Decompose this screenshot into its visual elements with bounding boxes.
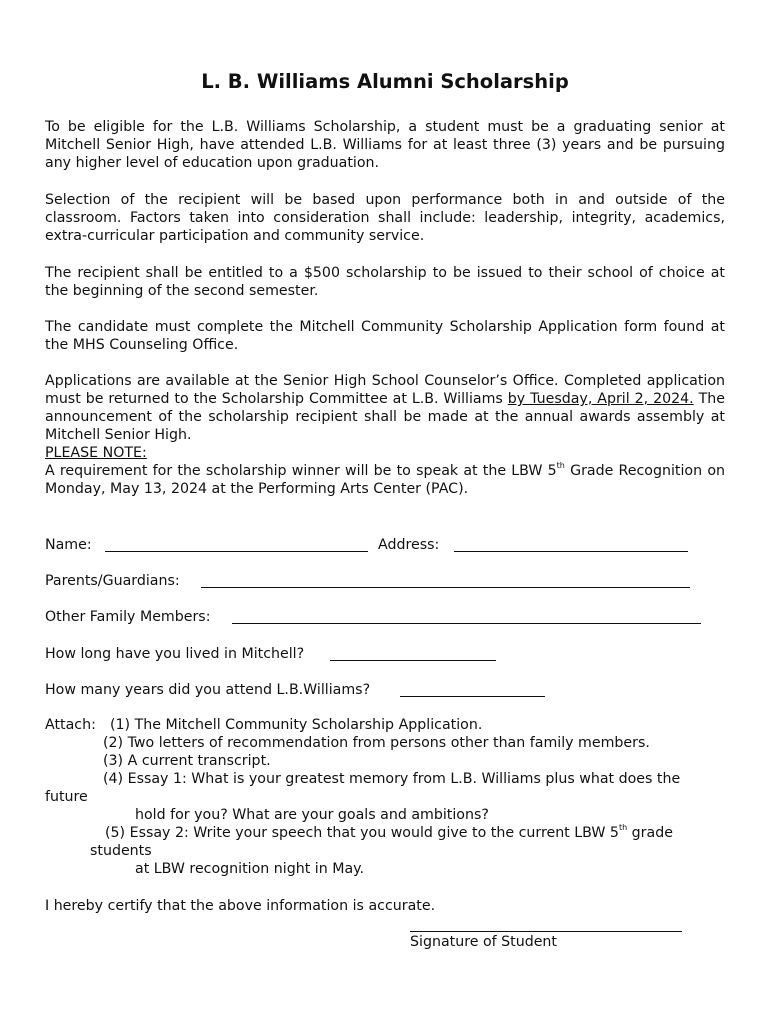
address-field[interactable] xyxy=(454,551,688,552)
award-paragraph: The recipient shall be entitled to a $500 scholarship to be issued to their school of choice at the beginning of the second semester. xyxy=(45,265,725,299)
signature-label: Signature of Student xyxy=(410,934,557,950)
attach-item-2: (2) Two letters of recommendation from persons other than family members. xyxy=(103,735,650,751)
note-text-end: Grade Recognition on Monday, May 13, 2024 at the Performing Arts Center (PAC). xyxy=(45,463,725,497)
attach-item-5-superscript: th xyxy=(618,823,628,833)
applications-text-end: The announcement of the scholarship recipient shall be made at the annual awards assembly at Mitchell Senior High. xyxy=(45,391,726,443)
applications-deadline: by Tuesday, April 2, 2024. xyxy=(507,391,694,407)
attach-lead: Attach: xyxy=(45,717,96,733)
attach-item-5-continued: at LBW recognition night in May. xyxy=(135,861,365,877)
signature-field[interactable] xyxy=(410,931,682,932)
certify-statement: I hereby certify that the above information is accurate. xyxy=(45,898,436,914)
name-label: Name: xyxy=(45,537,92,553)
lived-field[interactable] xyxy=(330,660,496,661)
parents-label: Parents/Guardians: xyxy=(45,573,180,589)
attach-item-4-wrap: future xyxy=(45,789,88,805)
eligibility-paragraph: To be eligible for the L.B. Williams Scholarship, a student must be a graduating senior at Mitchell Senior High, have attended L.B. Williams for at least three (3) years and be pursuing any higher level of education upon graduation. xyxy=(45,119,725,171)
note-text-start: A requirement for the scholarship winner will be to speak at the LBW 5 xyxy=(45,463,557,479)
lived-label: How long have you lived in Mitchell? xyxy=(45,646,305,662)
family-label: Other Family Members: xyxy=(45,609,211,625)
note-superscript: th xyxy=(556,461,565,471)
years-field[interactable] xyxy=(400,696,545,697)
attach-item-4: (4) Essay 1: What is your greatest memory from L.B. Williams plus what does the xyxy=(103,771,681,787)
parents-field[interactable] xyxy=(201,587,690,588)
attach-item-5-text-end: grade xyxy=(627,825,673,841)
attach-item-3: (3) A current transcript. xyxy=(103,753,271,769)
attach-item-1: (1) The Mitchell Community Scholarship Application. xyxy=(110,717,483,733)
note-label: PLEASE NOTE: xyxy=(45,445,147,461)
years-label: How many years did you attend L.B.Williams? xyxy=(45,682,371,698)
attach-item-5-text-start: (5) Essay 2: Write your speech that you would give to the current LBW 5 xyxy=(105,825,619,841)
name-field[interactable] xyxy=(105,551,368,552)
attach-item-5 xyxy=(105,824,673,842)
applications-text-start: Applications are available at the Senior High School Counselor’s Office. Completed application must be returned to the Scholarship Committee at L.B. Williams xyxy=(45,373,725,407)
attach-item-4-continued: hold for you? What are your goals and ambitions? xyxy=(135,807,489,823)
note-paragraph xyxy=(45,444,725,498)
applications-paragraph xyxy=(45,372,725,444)
family-field[interactable] xyxy=(232,623,701,624)
document-title: L. B. Williams Alumni Scholarship xyxy=(201,70,569,93)
form-paragraph: The candidate must complete the Mitchell Community Scholarship Application form found at the MHS Counseling Office. xyxy=(45,319,725,353)
attach-item-5-wrap: students xyxy=(90,843,152,859)
selection-paragraph: Selection of the recipient will be based upon performance both in and outside of the classroom. Factors taken into consideration shall include: leadership, integrity, academics, extra-curricular participation and community service. xyxy=(45,192,725,244)
address-label: Address: xyxy=(378,537,440,553)
